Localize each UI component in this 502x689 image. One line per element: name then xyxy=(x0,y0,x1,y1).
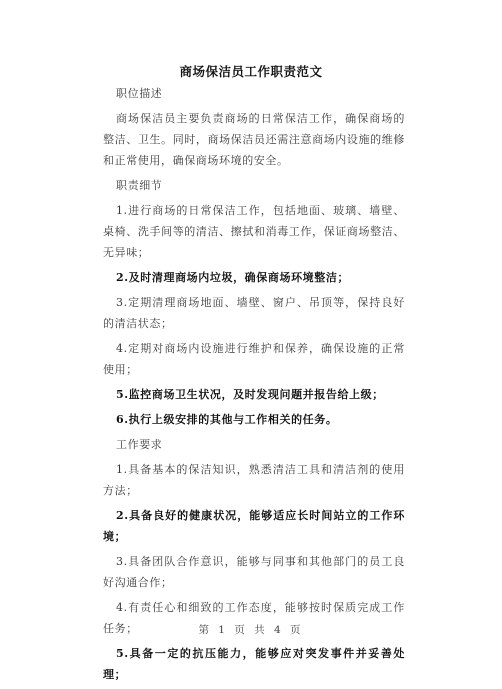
requirement-item-4: 4.有责任心和细致的工作态度，能够按时保质完成工作任务； xyxy=(103,601,405,635)
page-footer: 第 1 页 共 4 页 xyxy=(198,624,304,636)
duty-item-2: 2.及时清理商场内垃圾，确保商场环境整洁； xyxy=(116,271,350,284)
requirement-item-3: 3.具备团队合作意识，能够与同事和其他部门的员工良好沟通合作； xyxy=(103,555,405,589)
requirement-item-2: 2.具备良好的健康状况，能够适应长时间站立的工作环境； xyxy=(103,509,405,543)
section-heading-description: 职位描述 xyxy=(116,87,163,100)
section-heading-duties: 职责细节 xyxy=(116,179,163,192)
duty-item-5: 5.监控商场卫生状况，及时发现问题并报告给上级； xyxy=(116,388,384,401)
description-paragraph: 商场保洁员主要负责商场的日常保洁工作，确保商场的整洁、卫生。同时，商场保洁员还需注意商场内设施的维修和正常使用，确保商场环境的安全。 xyxy=(103,112,405,167)
duty-item-1: 1.进行商场的日常保洁工作，包括地面、玻璃、墙壁、桌椅、洗手间等的清洁、擦拭和消毒工作，保证商场整洁、无异味； xyxy=(103,204,405,259)
section-heading-requirements: 工作要求 xyxy=(116,438,163,451)
requirement-item-5: 5.具备一定的抗压能力，能够应对突发事件并妥善处理； xyxy=(103,647,405,681)
duty-item-4: 4.定期对商场内设施进行维护和保养，确保设施的正常使用； xyxy=(103,342,405,376)
requirement-item-1: 1.具备基本的保洁知识，熟悉清洁工具和清洁剂的使用方法； xyxy=(103,463,405,497)
document-body xyxy=(103,83,405,689)
duty-item-6: 6.执行上级安排的其他与工作相关的任务。 xyxy=(116,413,338,426)
document-title: 商场保洁员工作职责范文 xyxy=(179,64,323,79)
duty-item-3: 3.定期清理商场地面、墙壁、窗户、吊顶等，保持良好的清洁状态； xyxy=(103,296,405,330)
